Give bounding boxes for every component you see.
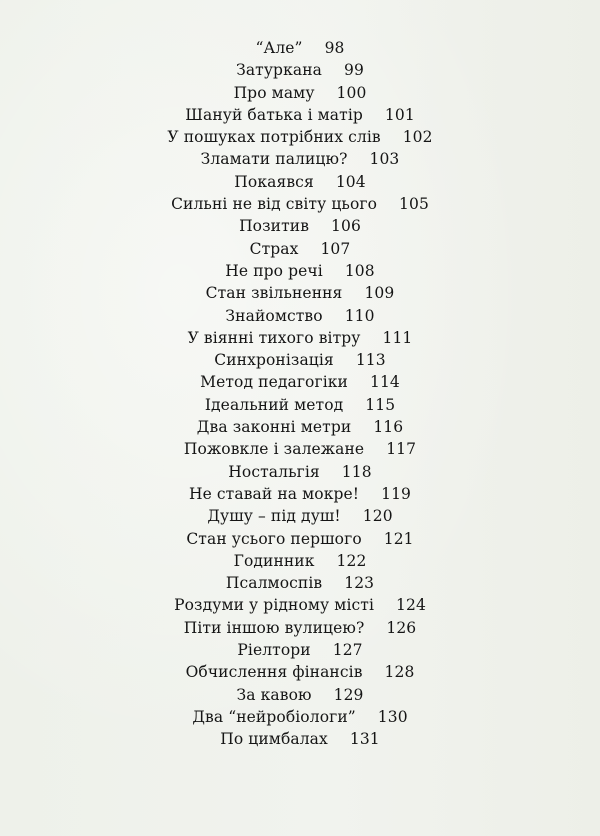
toc-entry-page: 103 xyxy=(369,150,400,169)
toc-entry-title: Піти іншою вулицею? xyxy=(183,618,365,637)
toc-entry-page: 117 xyxy=(386,440,417,459)
toc-entry-page: 98 xyxy=(324,39,345,57)
toc-entry xyxy=(0,282,600,304)
table-of-contents xyxy=(0,37,600,751)
toc-entry-page: 107 xyxy=(320,239,351,258)
toc-entry-page: 108 xyxy=(344,261,375,280)
toc-entry-title: Обчислення фінансів xyxy=(185,663,363,682)
toc-entry-title: Метод педагогіки xyxy=(200,373,348,392)
toc-entry-page: 129 xyxy=(333,685,364,704)
toc-entry xyxy=(0,483,600,505)
toc-entry-page: 110 xyxy=(344,306,375,325)
toc-entry-title: Пожовкле і залежане xyxy=(183,440,365,459)
toc-entry-page: 106 xyxy=(331,217,361,236)
toc-entry xyxy=(0,684,600,706)
toc-entry xyxy=(0,416,600,438)
toc-entry-title: Не ставай на мокре! xyxy=(188,484,360,503)
toc-entry-title: Сильні не від світу цього xyxy=(171,195,378,214)
toc-entry xyxy=(0,617,600,639)
toc-entry-title: Стан звільнення xyxy=(205,284,343,303)
toc-entry-page: 118 xyxy=(341,462,372,481)
toc-entry-page: 126 xyxy=(386,618,417,637)
toc-entry-title: Годинник xyxy=(233,551,315,570)
toc-entry-page: 113 xyxy=(355,351,386,370)
toc-entry-title: Ріелтори xyxy=(237,641,311,660)
toc-entry-title: Покаявся xyxy=(234,172,314,191)
toc-entry-title: Страх xyxy=(249,239,299,258)
toc-entry-title: Позитив xyxy=(239,217,310,236)
toc-entry xyxy=(0,706,600,728)
toc-entry-title: Псалмоспів xyxy=(225,574,323,593)
toc-entry xyxy=(0,505,600,527)
toc-entry-page: 124 xyxy=(396,596,426,615)
toc-entry-title: “Але” xyxy=(255,39,303,57)
toc-entry xyxy=(0,728,600,750)
toc-entry-title: Про маму xyxy=(233,83,315,102)
toc-entry-title: За кавою xyxy=(236,685,312,704)
toc-entry-title: Два “нейробіологи” xyxy=(192,707,356,726)
toc-entry xyxy=(0,126,600,148)
toc-entry xyxy=(0,104,600,126)
toc-entry xyxy=(0,37,600,59)
toc-entry xyxy=(0,438,600,460)
toc-entry-title: Роздуми у рідному місті xyxy=(174,596,375,615)
toc-entry-page: 114 xyxy=(369,373,400,392)
toc-entry-title: Ідеальний метод xyxy=(204,395,344,414)
toc-entry xyxy=(0,82,600,104)
toc-entry-page: 109 xyxy=(364,284,395,303)
toc-entry-page: 131 xyxy=(349,730,380,749)
toc-entry xyxy=(0,550,600,572)
toc-entry-title: Не про речі xyxy=(225,261,323,280)
toc-entry xyxy=(0,238,600,260)
toc-entry xyxy=(0,327,600,349)
toc-entry-page: 111 xyxy=(382,328,413,347)
toc-entry-title: У пошуках потрібних слів xyxy=(167,128,381,147)
toc-entry xyxy=(0,572,600,594)
toc-entry-title: Синхронізація xyxy=(214,351,334,370)
toc-entry-page: 119 xyxy=(381,484,412,503)
toc-entry-page: 123 xyxy=(344,574,375,593)
toc-entry xyxy=(0,193,600,215)
toc-entry xyxy=(0,59,600,81)
toc-entry-page: 120 xyxy=(362,507,393,526)
toc-entry xyxy=(0,394,600,416)
toc-entry-title: Ностальгія xyxy=(228,462,320,481)
toc-entry-page: 115 xyxy=(365,395,396,414)
toc-entry-page: 128 xyxy=(384,663,415,682)
toc-entry-page: 127 xyxy=(332,641,363,660)
toc-entry-title: Затуркана xyxy=(236,61,322,80)
toc-entry-page: 116 xyxy=(373,418,404,437)
toc-entry xyxy=(0,528,600,550)
toc-entry-page: 105 xyxy=(399,195,429,214)
toc-entry xyxy=(0,639,600,661)
toc-entry-title: Стан усього першого xyxy=(186,529,362,548)
toc-entry-title: Шануй батька і матір xyxy=(185,105,363,124)
toc-entry xyxy=(0,371,600,393)
toc-entry xyxy=(0,349,600,371)
toc-entry xyxy=(0,305,600,327)
toc-entry-title: Два законні метри xyxy=(196,418,352,437)
toc-entry-page: 121 xyxy=(383,529,414,548)
toc-entry-title: Знайомство xyxy=(225,306,323,325)
toc-entry-title: У віянні тихого вітру xyxy=(187,328,361,347)
toc-entry xyxy=(0,661,600,683)
toc-entry-title: Душу – під душ! xyxy=(207,507,341,526)
toc-entry xyxy=(0,594,600,616)
toc-entry-page: 99 xyxy=(343,61,364,80)
toc-entry-page: 100 xyxy=(336,83,367,102)
toc-entry-title: Зламати палицю? xyxy=(200,150,348,169)
toc-entry xyxy=(0,148,600,170)
toc-entry-page: 101 xyxy=(384,105,415,124)
toc-entry xyxy=(0,260,600,282)
toc-entry-page: 102 xyxy=(402,128,433,147)
toc-entry xyxy=(0,215,600,237)
toc-entry-page: 122 xyxy=(336,551,367,570)
toc-entry-title: По цимбалах xyxy=(220,730,328,749)
toc-entry-page: 104 xyxy=(335,172,366,191)
toc-entry xyxy=(0,171,600,193)
toc-entry-page: 130 xyxy=(377,707,408,726)
toc-entry xyxy=(0,461,600,483)
